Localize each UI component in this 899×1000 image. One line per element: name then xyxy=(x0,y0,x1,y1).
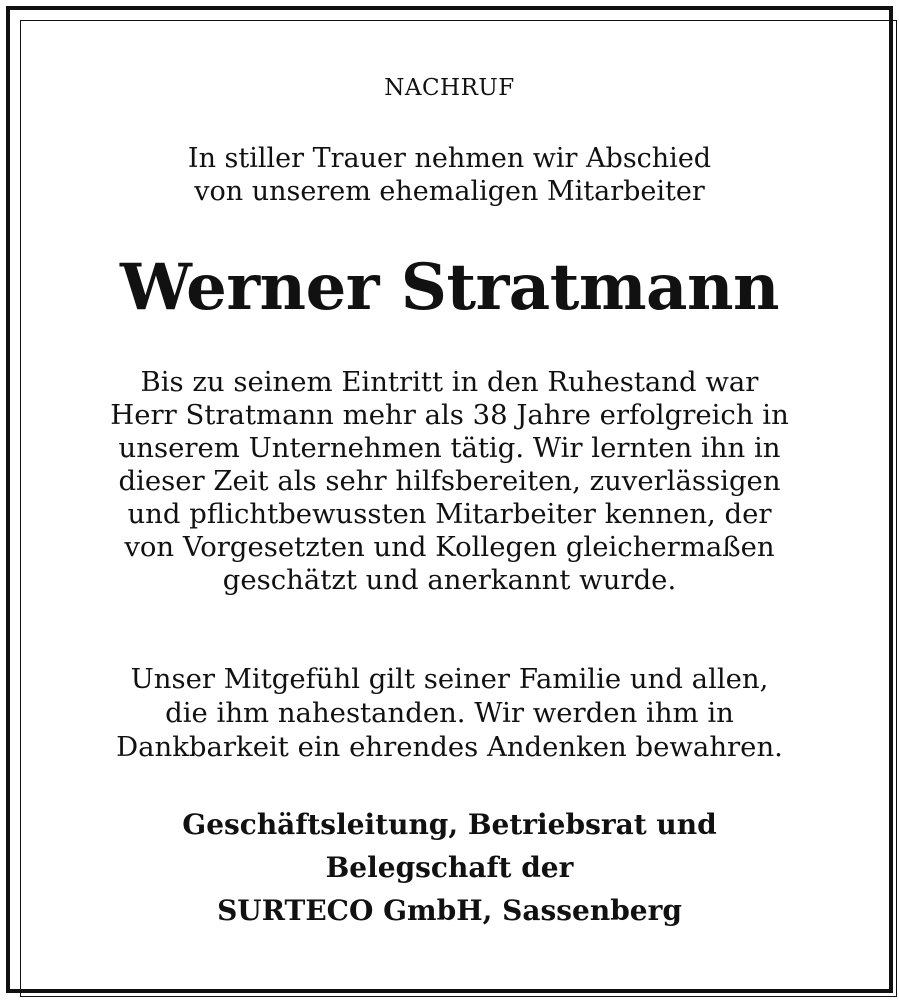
bio-line: geschätzt und anerkannt wurde. xyxy=(222,564,677,596)
bio-line: dieser Zeit als sehr hilfsbereiten, zuverlässigen xyxy=(118,465,781,497)
signature-block xyxy=(20,803,879,932)
notice-heading: NACHRUF xyxy=(384,75,515,101)
bio-line: unserem Unternehmen tätig. Wir lernten ihn in xyxy=(118,432,781,464)
condolence-text xyxy=(20,662,879,764)
intro-line: von unserem ehemaligen Mitarbeiter xyxy=(194,176,705,207)
condolence-line: Dankbarkeit ein ehrendes Andenken bewahren. xyxy=(116,731,783,763)
condolence-line: die ihm nahestanden. Wir werden ihm in xyxy=(165,697,734,729)
deceased-name: Werner Stratmann xyxy=(119,250,780,325)
signature-line: SURTECO GmbH, Sassenberg xyxy=(217,894,682,927)
condolence-line: Unser Mitgefühl gilt seiner Familie und allen, xyxy=(130,663,769,695)
bio-line: und pflichtbewussten Mitarbeiter kennen, der xyxy=(127,498,772,530)
intro-text xyxy=(20,142,879,208)
signature-line: Geschäftsleitung, Betriebsrat und xyxy=(182,808,717,841)
signature-line: Belegschaft der xyxy=(325,851,574,884)
bio-line: Herr Stratmann mehr als 38 Jahre erfolgreich in xyxy=(110,399,789,431)
biography-text xyxy=(20,366,879,597)
bio-line: Bis zu seinem Eintritt in den Ruhestand war xyxy=(140,366,759,398)
intro-line: In stiller Trauer nehmen wir Abschied xyxy=(187,143,712,174)
bio-line: von Vorgesetzten und Kollegen gleichermaßen xyxy=(124,531,775,563)
